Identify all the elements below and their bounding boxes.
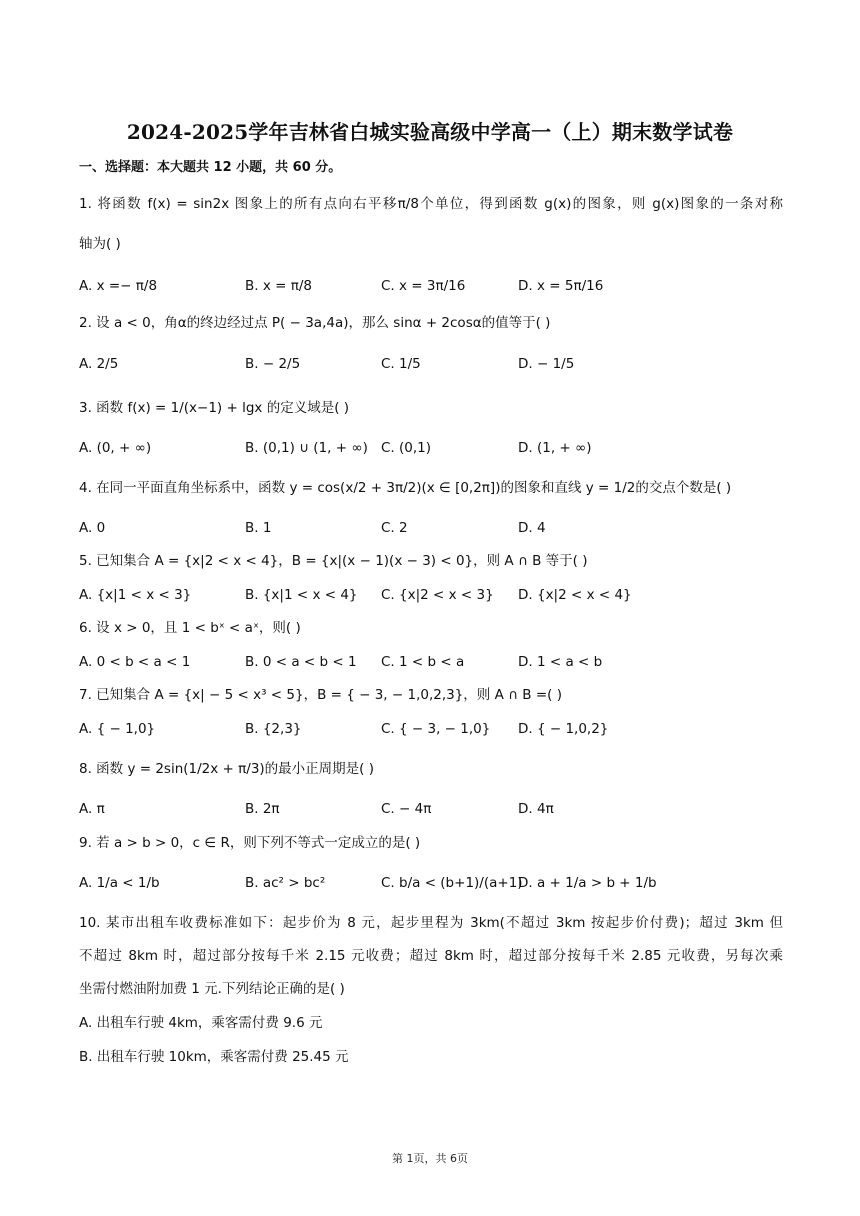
question-4-option-a: A. 0 — [79, 520, 106, 536]
question-8-line-1: 8. 函数 y = 2sin(1/2x + π/3)的最小正周期是( ) — [79, 761, 375, 777]
question-1-option-b: B. x = π/8 — [245, 278, 312, 294]
exam-title: 2024-2025学年吉林省白城实验高级中学高一（上）期末数学试卷 — [126, 120, 734, 144]
question-8-option-c: C. − 4π — [381, 801, 432, 817]
question-9-line-1: 9. 若 a > b > 0，c ∈ R，则下列不等式一定成立的是( ) — [79, 835, 421, 851]
question-1-option-a: A. x =− π/8 — [79, 278, 158, 294]
question-5-line-1: 5. 已知集合 A = {x|2 < x < 4}，B = {x|(x − 1)(x − 3) < 0}，则 A ∩ B 等于( ) — [79, 553, 588, 569]
question-4-option-c: C. 2 — [381, 520, 408, 536]
question-3-option-b: B. (0,1) ∪ (1, + ∞) — [245, 440, 368, 456]
question-8-option-b: B. 2π — [245, 801, 280, 817]
question-4-line-1: 4. 在同一平面直角坐标系中，函数 y = cos(x/2 + 3π/2)(x ∈ [0,2π])的图象和直线 y = 1/2的交点个数是( ) — [79, 480, 732, 496]
question-1-line-2: 轴为( ) — [79, 236, 121, 252]
page-footer: 第 1页，共 6页 — [392, 1152, 468, 1165]
question-9-option-d: D. a + 1/a > b + 1/b — [518, 875, 657, 891]
question-7-option-b: B. {2,3} — [245, 721, 302, 737]
section-heading: 一、选择题：本大题共 12 小题，共 60 分。 — [79, 160, 342, 175]
question-3-option-c: C. (0,1) — [381, 440, 432, 456]
question-5-option-d: D. {x|2 < x < 4} — [518, 587, 632, 603]
question-7-line-1: 7. 已知集合 A = {x| − 5 < x³ < 5}，B = { − 3, − 1,0,2,3}，则 A ∩ B =( ) — [79, 687, 562, 703]
question-6-option-b: B. 0 < a < b < 1 — [245, 654, 357, 670]
question-10-option-b: B. 出租车行驶 10km，乘客需付费 25.45 元 — [79, 1049, 349, 1065]
question-2-line-1: 2. 设 a < 0，角α的终边经过点 P( − 3a,4a)，那么 sinα + 2cosα的值等于( ) — [79, 315, 551, 331]
question-6-option-a: A. 0 < b < a < 1 — [79, 654, 191, 670]
question-9-option-a: A. 1/a < 1/b — [79, 875, 160, 891]
question-2-option-b: B. − 2/5 — [245, 356, 301, 372]
question-1-option-c: C. x = 3π/16 — [381, 278, 466, 294]
question-4-option-d: D. 4 — [518, 520, 546, 536]
question-3-option-a: A. (0, + ∞) — [79, 440, 152, 456]
question-10-option-a: A. 出租车行驶 4km，乘客需付费 9.6 元 — [79, 1015, 323, 1031]
question-7-option-c: C. { − 3, − 1,0} — [381, 721, 491, 737]
question-6-option-d: D. 1 < a < b — [518, 654, 603, 670]
question-1-option-d: D. x = 5π/16 — [518, 278, 604, 294]
question-9-option-b: B. ac² > bc² — [245, 875, 326, 891]
question-5-option-c: C. {x|2 < x < 3} — [381, 587, 494, 603]
question-1-line-1: 1. 将函数 f(x) = sin2x 图象上的所有点向右平移π/8个单位，得到函数 g(x)的图象，则 g(x)图象的一条对称 — [79, 196, 783, 212]
question-8-option-d: D. 4π — [518, 801, 554, 817]
question-7-option-a: A. { − 1,0} — [79, 721, 156, 737]
question-9-option-c: C. b/a < (b+1)/(a+1) — [381, 875, 523, 891]
question-6-option-c: C. 1 < b < a — [381, 654, 465, 670]
question-10-line-1: 10. 某市出租车收费标准如下：起步价为 8 元，起步里程为 3km(不超过 3km 按起步价付费)；超过 3km 但 — [79, 915, 783, 931]
question-2-option-d: D. − 1/5 — [518, 356, 575, 372]
question-2-option-c: C. 1/5 — [381, 356, 421, 372]
question-3-line-1: 3. 函数 f(x) = 1/(x−1) + lgx 的定义域是( ) — [79, 400, 350, 416]
question-5-option-a: A. {x|1 < x < 3} — [79, 587, 192, 603]
question-3-option-d: D. (1, + ∞) — [518, 440, 592, 456]
question-7-option-d: D. { − 1,0,2} — [518, 721, 609, 737]
question-8-option-a: A. π — [79, 801, 105, 817]
question-4-option-b: B. 1 — [245, 520, 272, 536]
question-10-line-3: 坐需付燃油附加费 1 元.下列结论正确的是( ) — [79, 981, 345, 997]
question-2-option-a: A. 2/5 — [79, 356, 119, 372]
question-5-option-b: B. {x|1 < x < 4} — [245, 587, 358, 603]
question-6-line-1: 6. 设 x > 0，且 1 < bˣ < aˣ，则( ) — [79, 620, 301, 636]
question-10-line-2: 不超过 8km 时，超过部分按每千米 2.15 元收费；超过 8km 时，超过部分按每千米 2.85 元收费，另每次乘 — [79, 948, 783, 964]
